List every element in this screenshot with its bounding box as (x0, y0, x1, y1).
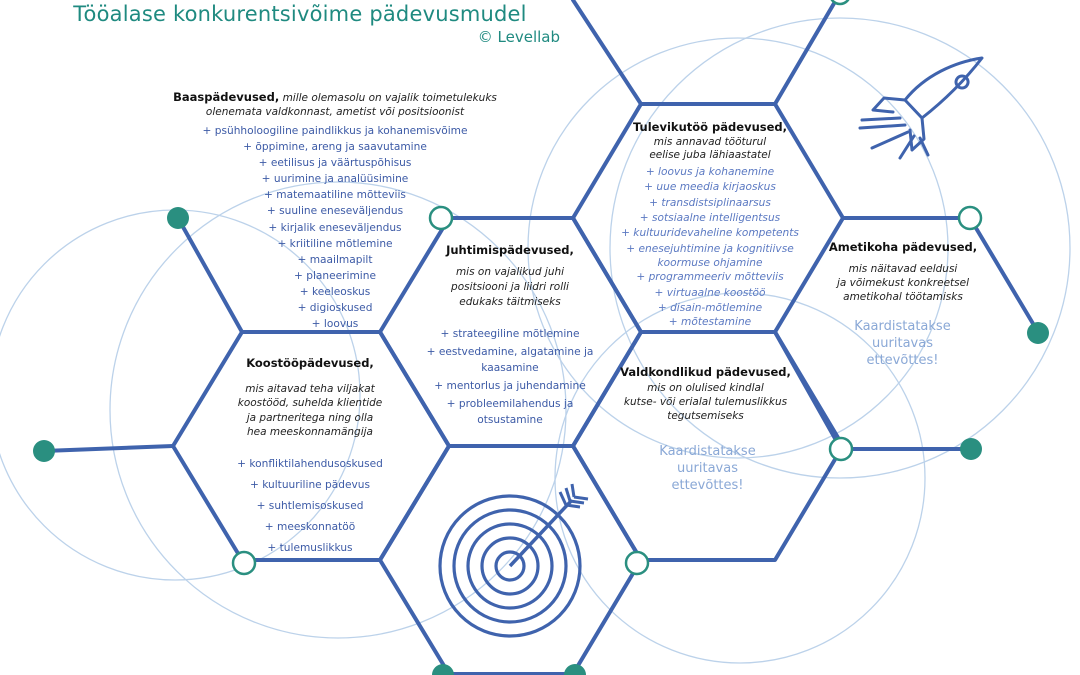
koostoo-desc: mis aitavad teha viljakat (245, 382, 375, 395)
note-line: Kaardistatakse (854, 319, 951, 334)
list-item: + tulemuslikkus (267, 541, 353, 554)
list-item: + keeleoskus (299, 285, 371, 298)
note-line: Kaardistatakse (659, 444, 756, 459)
valdkond-desc: mis on olulised kindlal (647, 381, 764, 394)
node-filled (564, 664, 586, 675)
rocket-icon (860, 58, 982, 158)
list-item: + suuline eneseväljendus (266, 205, 404, 218)
tulevik-block (600, 120, 820, 328)
baas-desc: mille olemasolu on vajalik toimetulekuks (282, 92, 497, 104)
list-item: + matemaatiline mõtteviis (264, 189, 406, 202)
ametikoha-desc: mis näitavad eeldusi (848, 262, 958, 275)
node-open (959, 207, 981, 229)
koostoo-block (210, 356, 410, 559)
juhtimis-desc: mis on vajalikud juhi (455, 265, 565, 278)
valdkond-block (603, 365, 808, 423)
list-item: + õppimine, areng ja saavutamine (243, 141, 427, 154)
list-item: + programmeeriv mõtteviis (636, 271, 784, 284)
valdkond-desc: kutse- või erialal tulemuslikkus (623, 395, 788, 408)
hex-edge (573, 0, 641, 104)
tulevik-desc: eelise juba lähiaastatel (649, 148, 771, 161)
copyright-label: © Levellab (477, 28, 560, 46)
list-item: + uurimine ja analüüsimine (261, 173, 409, 186)
list-item: + kirjalik eneseväljendus (268, 221, 402, 234)
ametikoha-heading: Ametikoha pädevused, (828, 240, 978, 254)
list-item: + strateegiline mõtlemine (440, 327, 580, 340)
ametikoha-desc: ja võimekust konkreetsel (836, 276, 970, 289)
note-line: ettevõttes! (866, 353, 939, 368)
note-line: ettevõttes! (671, 478, 744, 493)
list-item: + konfliktilahendusoskused (237, 457, 383, 470)
list-item: + eestvedamine, algatamine ja (426, 345, 594, 358)
juhtimis-block (412, 243, 608, 428)
list-item: + loovus ja kohanemine (645, 165, 775, 178)
list-item: + transdistsiplinaarsus (649, 196, 771, 209)
list-item: + kriitiline mõtlemine (277, 237, 393, 250)
list-item: kaasamine (481, 361, 539, 374)
juhtimis-desc: edukaks täitmiseks (459, 295, 561, 308)
valdkond-desc: tegutsemiseks (667, 409, 744, 422)
node-filled (1027, 322, 1049, 344)
list-item: otsustamine (477, 413, 543, 426)
list-item: + sotsiaalne intelligentsus (639, 212, 781, 225)
valdkond-note (645, 443, 770, 494)
tulevik-list (600, 165, 820, 329)
baas-desc: olenemata valdkonnast, ametist või positsioonist (205, 106, 465, 118)
ametikoha-note (840, 318, 965, 369)
list-item: + uue meedia kirjaoskus (644, 181, 776, 194)
list-item: + eetilisus ja väärtuspõhisus (258, 157, 412, 170)
list-item: + planeerimine (294, 269, 376, 282)
hex-edge (44, 446, 173, 451)
list-item: + enesejuhtimine ja kognitiivse (626, 242, 794, 255)
node-filled (33, 440, 55, 462)
node-open (830, 438, 852, 460)
koostoo-desc: ja partneritega ning olla (246, 411, 374, 424)
list-item: + loovus (311, 318, 359, 331)
list-item: + digioskused (297, 302, 373, 315)
list-item: + kultuuridevaheline kompetents (621, 227, 799, 240)
list-item: + probleemilahendus ja (446, 397, 574, 410)
tulevik-desc: mis annavad tööturul (653, 135, 767, 148)
koostoo-desc: hea meeskonnamängija (246, 426, 373, 439)
note-line: uuritavas (872, 336, 933, 351)
list-item: + suhtlemisoskused (256, 499, 364, 512)
ametikoha-block (818, 240, 988, 304)
baas-heading: Baaspädevused, (173, 90, 280, 104)
page-title: Tööalase konkurentsivõime pädevusmudel (73, 2, 527, 26)
node-open (626, 552, 648, 574)
list-item: + maailmapilt (297, 253, 373, 266)
koostoo-list (210, 454, 410, 559)
list-item: + virtuaalne koostöö (654, 286, 766, 299)
valdkond-heading: Valdkondlikud pädevused, (620, 365, 791, 379)
koostoo-desc: koostööd, suhelda klientide (237, 397, 383, 410)
list-item: + meeskonnatöö (264, 520, 356, 533)
node-filled (960, 438, 982, 460)
list-item: + psühholoogiline paindlikkus ja kohanemisvõime (202, 125, 468, 137)
list-item: + mõtestamine (668, 316, 752, 329)
target-icon (440, 484, 588, 636)
node-filled (432, 664, 454, 675)
tulevik-heading: Tulevikutöö pädevused, (632, 120, 788, 134)
list-item: koormuse ohjamine (657, 257, 763, 270)
ametikoha-desc: ametikohal töötamisks (843, 290, 963, 303)
koostoo-heading: Koostööpädevused, (246, 356, 374, 370)
list-item: + disain-mõtlemine (657, 302, 763, 315)
juhtimis-list (412, 326, 608, 428)
hex-edge (775, 0, 836, 104)
list-item: + kultuuriline pädevus (249, 478, 371, 491)
note-line: uuritavas (677, 461, 738, 476)
list-item: + mentorlus ja juhendamine (434, 379, 586, 392)
juhtimis-desc: positsiooni ja liidri rolli (451, 280, 569, 293)
juhtimis-heading: Juhtimispädevused, (446, 243, 574, 257)
